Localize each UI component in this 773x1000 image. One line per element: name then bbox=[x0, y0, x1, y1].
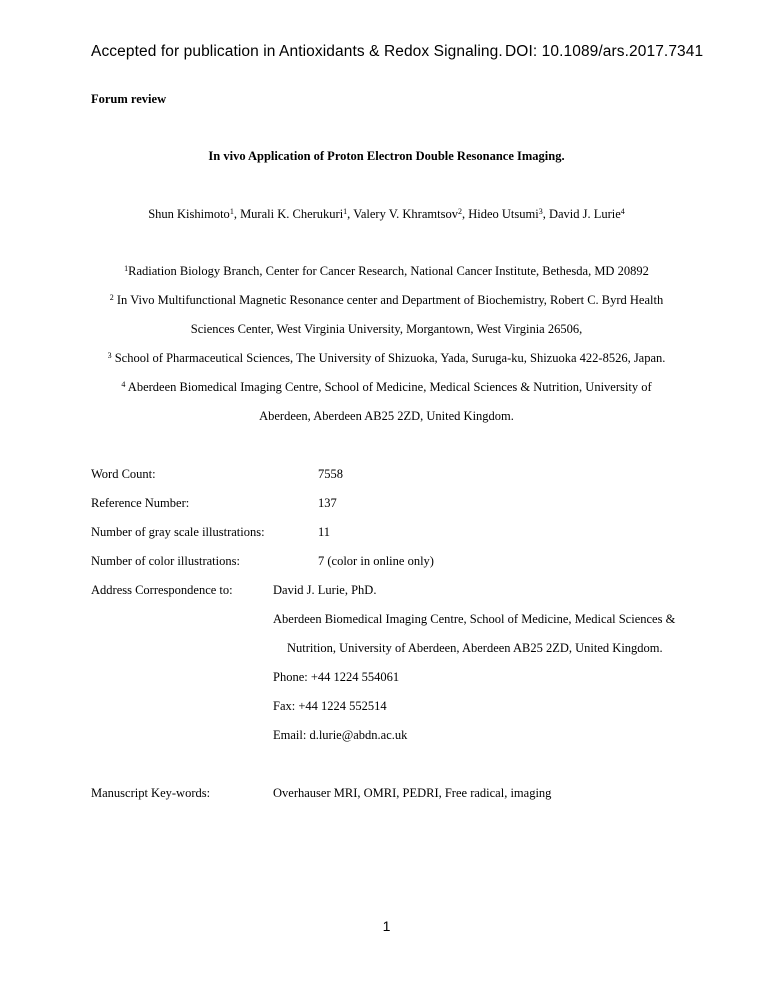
grayscale-illustrations-label: Number of gray scale illustrations: bbox=[91, 525, 265, 539]
correspondence-phone: Phone: +44 1224 554061 bbox=[273, 670, 400, 684]
article-type: Forum review bbox=[91, 92, 167, 106]
affiliation-4: $^4$ Aberdeen Biomedical Imaging Centre, School of Medicine, Medical Sciences & Nutrition, University of bbox=[121, 380, 652, 394]
author: Valery V. Khramtsov$^2$, bbox=[353, 207, 469, 221]
grayscale-illustrations-value: 11 bbox=[318, 525, 331, 539]
keywords-label: Manuscript Key-words: bbox=[91, 786, 211, 800]
affiliation-2-continued: Sciences Center, West Virginia University, Morgantown, West Virginia 26506, bbox=[190, 322, 583, 336]
color-illustrations-value: 7 (color in online only) bbox=[318, 554, 434, 568]
author: Shun Kishimoto$^1$, bbox=[148, 207, 241, 221]
doi-text: DOI: 10.1089/ars.2017.7341 bbox=[505, 43, 704, 60]
reference-number-label: Reference Number: bbox=[91, 496, 190, 510]
correspondence-label: Address Correspondence to: bbox=[91, 583, 233, 597]
article-title: In vivo Application of Proton Electron Double Resonance Imaging. bbox=[208, 149, 565, 163]
affiliation-4-continued: Aberdeen, Aberdeen AB25 2ZD, United Kingdom. bbox=[259, 409, 514, 423]
word-count-label: Word Count: bbox=[91, 467, 156, 481]
word-count-value: 7558 bbox=[318, 467, 343, 481]
correspondence-address-line1: Aberdeen Biomedical Imaging Centre, School of Medicine, Medical Sciences & bbox=[273, 612, 676, 626]
author: Murali K. Cherukuri$^1$, bbox=[240, 207, 354, 221]
reference-number-value: 137 bbox=[318, 496, 337, 510]
journal-acceptance-note: Accepted for publication in Antioxidants & Redox Signaling. bbox=[91, 43, 503, 60]
author-list bbox=[0, 207, 773, 222]
author: David J. Lurie$^4$ bbox=[548, 207, 625, 221]
affiliation-3: $^3$ School of Pharmaceutical Sciences, The University of Shizuoka, Yada, Suruga-ku, Shizuoka 422-8526, Japan. bbox=[107, 351, 666, 365]
correspondence-address-line2: Nutrition, University of Aberdeen, Aberdeen AB25 2ZD, United Kingdom. bbox=[287, 641, 663, 655]
correspondence-email[interactable]: Email: d.lurie@abdn.ac.uk bbox=[273, 728, 408, 742]
correspondence-fax: Fax: +44 1224 552514 bbox=[273, 699, 387, 713]
page-number: 1 bbox=[382, 918, 391, 934]
color-illustrations-label: Number of color illustrations: bbox=[91, 554, 240, 568]
affiliation-2: $^2$ In Vivo Multifunctional Magnetic Resonance center and Department of Biochemistry, Robert C. Byrd Health bbox=[109, 293, 664, 307]
affiliation-1: $^1$Radiation Biology Branch, Center for Cancer Research, National Cancer Institute, Bethesda, MD 20892 bbox=[124, 264, 649, 278]
author: Hideo Utsumi$^3$, bbox=[468, 207, 549, 221]
correspondence-name: David J. Lurie, PhD. bbox=[273, 583, 377, 597]
keywords-value: Overhauser MRI, OMRI, PEDRI, Free radical, imaging bbox=[273, 786, 552, 800]
